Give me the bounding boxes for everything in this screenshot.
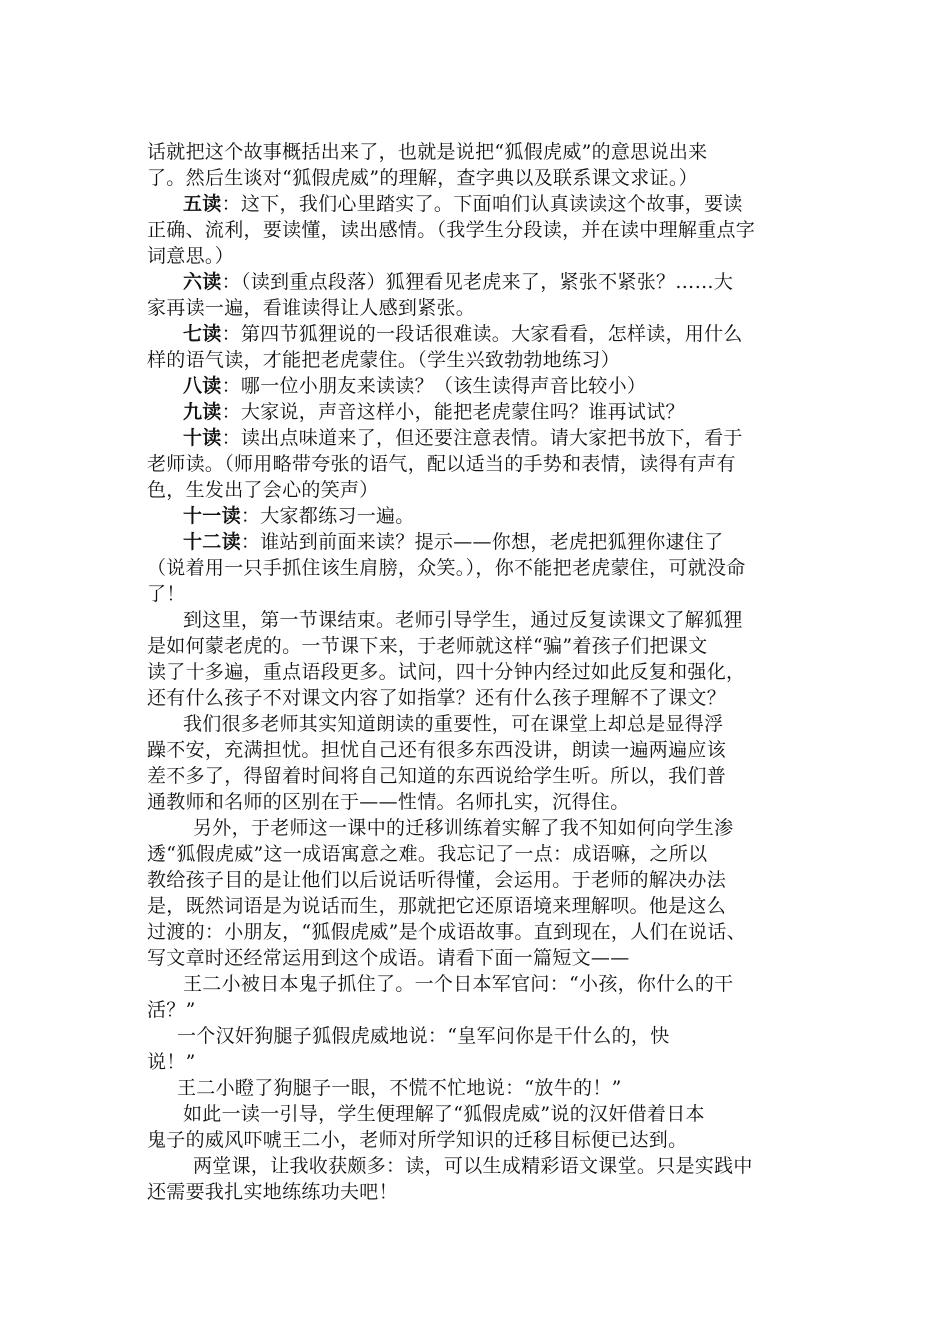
text-line: 词意思。） [147,245,235,267]
text-line: 说！” [147,1051,196,1073]
step-label: 十读 [183,427,222,449]
text-line: 两堂课，让我收获颇多：读，可以生成精彩语文课堂。只是实践中 [193,1155,753,1177]
text-line: 是，既然词语是为说话而生，那就把它还原语境来理解呗。他是这么 [147,895,727,917]
text-line: 五读：这下，我们心里踏实了。下面咱们认真读读这个故事，要读 [183,193,743,215]
text-line: 活？” [147,999,196,1021]
text-line: 另外，于老师这一课中的迁移训练着实解了我不知如何向学生渗 [193,817,734,839]
document-page [147,139,811,1205]
text-line: 话就把这个故事概括出来了，也就是说把“狐假虎威”的意思说出来 [147,141,708,163]
text-line: 十一读：大家都练习一遍。 [183,505,415,527]
text-line: 八读：哪一位小朋友来读读？（该生读得声音比较小） [183,375,647,397]
text-line: 了！ [147,583,186,605]
text-line: 王二小被日本鬼子抓住了。一个日本军官问：“小孩，你什么的干 [183,973,734,995]
text-line: 六读：（读到重点段落）狐狸看见老虎来了，紧张不紧张？……大 [183,271,734,293]
text-line: 躁不安，充满担忧。担忧自己还有很多东西没讲，朗读一遍两遍应该 [147,739,727,761]
text-line: 王二小瞪了狗腿子一眼，不慌不忙地说：“放牛的！” [177,1077,622,1099]
text-line: 十二读：谁站到前面来读？提示——你想，老虎把狐狸你逮住了 [183,531,724,553]
text-line: 还需要我扎实地练练功夫吧！ [147,1181,398,1203]
text-line: 九读：大家说，声音这样小，能把老虎蒙住吗？谁再试试？ [183,401,685,423]
text-line: 写文章时还经常运用到这个成语。请看下面一篇短文—— [147,947,630,969]
text-line: 老师读。（师用略带夸张的语气，配以适当的手势和表情，读得有声有 [147,453,736,475]
text-line: 样的语气读，才能把老虎蒙住。（学生兴致勃勃地练习） [147,349,621,371]
step-label: 七读 [183,323,222,345]
text-line: 十读：读出点味道来了，但还要注意表情。请大家把书放下，看于 [183,427,743,449]
text-line: （说着用一只手抓住该生肩膀，众笑。），你不能把老虎蒙住，可就没命 [147,557,746,579]
step-label: 六读 [183,271,222,293]
step-label: 十二读 [183,531,241,553]
step-label: 八读 [183,375,222,397]
text-line: 到这里，第一节课结束。老师引导学生，通过反复读课文了解狐狸 [183,609,743,631]
text-line: 是如何蒙老虎的。一节课下来，于老师就这样“骗”着孩子们把课文 [147,635,708,657]
text-line: 透“狐假虎威”这一成语寓意之难。我忘记了一点：成语嘛，之所以 [147,843,708,865]
text-line: 过渡的：小朋友，“狐假虎威”是个成语故事。直到现在，人们在说话、 [147,921,747,943]
text-line: 色，生发出了会心的笑声） [147,479,379,501]
text-line: 七读：第四节狐狸说的一段话很难读。大家看看，怎样读，用什么 [183,323,743,345]
text-line: 还有什么孩子不对课文内容了如指掌？还有什么孩子理解不了课文？ [147,687,727,709]
text-line: 一个汉奸狗腿子狐假虎威地说：“皇军问你是干什么的，快 [177,1025,670,1047]
text-line: 我们很多老师其实知道朗读的重要性，可在课堂上却总是显得浮 [183,713,724,735]
step-label: 九读 [183,401,222,423]
text-line: 读了十多遍，重点语段更多。试问，四十分钟内经过如此反复和强化， [147,661,746,683]
text-line: 了。然后生谈对“狐假虎威”的理解，查字典以及联系课文求证。） [147,167,698,189]
text-line: 差不多了，得留着时间将自己知道的东西说给学生听。所以，我们普 [147,765,727,787]
step-label: 十一读 [183,505,241,527]
text-line: 如此一读一引导，学生便理解了“狐假虎威”说的汉奸借着日本 [183,1103,705,1125]
text-line: 教给孩子目的是让他们以后说话听得懂，会运用。于老师的解决办法 [147,869,727,891]
text-line: 鬼子的威风吓唬王二小，老师对所学知识的迁移目标便已达到。 [147,1129,688,1151]
step-label: 五读 [183,193,222,215]
text-line: 通教师和名师的区别在于——性情。名师扎实，沉得住。 [147,791,630,813]
text-line: 正确、流利，要读懂，读出感情。（我学生分段读，并在读中理解重点字 [147,219,756,241]
text-line: 家再读一遍，看谁读得让人感到紧张。 [147,297,476,319]
